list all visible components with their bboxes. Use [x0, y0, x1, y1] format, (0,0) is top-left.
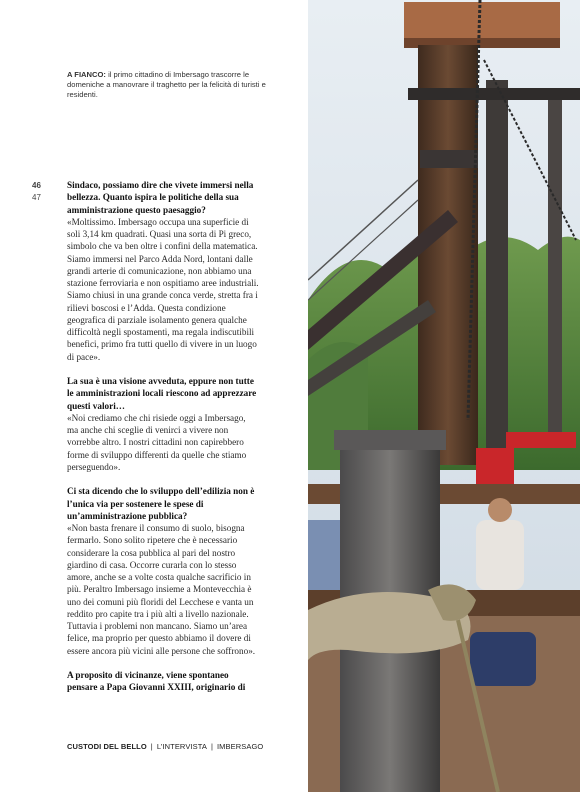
bracket: [420, 150, 478, 168]
answer: «Non basta frenare il consumo di suolo, bisogna fermarlo. Sono solito ripetere che è necessario considerare la cosa pubblica al pari del nostro giardino di casa. Occorre curarla con lo stesso amore, anche se a volte costa qualche sacrificio in più. Peraltro Imbersago insieme a Montevecchia è uno dei comuni più floridi del Lecchese e vanta un reddito pro capite tra i più alti a livello nazionale. Tuttavia i problemi non mancano. Siamo un’area felice, ma proprio per questo abbiamo il dovere di essere ancora più vicini alle persone che soffrono».: [67, 523, 256, 656]
page-footer: [67, 742, 263, 751]
roof: [404, 2, 560, 42]
red-bracket: [506, 432, 576, 448]
qa-block: [67, 485, 259, 657]
crossbeam: [408, 88, 580, 100]
metal-pole-right: [548, 90, 562, 440]
caption-text: il primo cittadino di Imbersago trascorre le domeniche a manovrare il traghetto per la felicità di turisti e residenti.: [67, 70, 266, 99]
footer-section: L’INTERVISTA: [156, 742, 207, 751]
qa-block: [67, 669, 259, 694]
photo-caption: [67, 70, 277, 100]
qa-block: [67, 375, 259, 473]
passenger-left: [308, 520, 342, 590]
question: Ci sta dicendo che lo sviluppo dell’edilizia non è l’unica via per sostenere le spese di un’amministrazione pubblica?: [67, 486, 255, 521]
interview-body: [67, 179, 259, 706]
footer-brand: CUSTODI DEL BELLO: [67, 742, 147, 751]
footer-separator: |: [150, 742, 153, 751]
question: Sindaco, possiamo dire che vivete immersi nella bellezza. Quanto ispira le politiche della sua amministrazione questo paesaggio?: [67, 180, 254, 215]
backpack: [470, 632, 536, 686]
passenger-head: [488, 498, 512, 522]
metal-pole: [486, 80, 508, 460]
qa-block: [67, 179, 259, 363]
question: A proposito di vicinanze, viene spontaneo pensare a Papa Giovanni XXIII, originario di: [67, 670, 246, 693]
page-number-right: 47: [32, 193, 41, 202]
question: La sua è una visione avveduta, eppure non tutte le amministrazioni locali riescono ad apprezzare questi valori…: [67, 376, 257, 411]
footer-separator: |: [210, 742, 213, 751]
page-numbers: [32, 180, 41, 204]
answer: «Moltissimo. Imbersago occupa una superficie di soli 3,14 km quadrati. Quasi una sorta di Pi greco, simbolo che va ben oltre i confini della matematica. Siamo immersi nel Parco Adda Nord, lontani dalle grandi arterie di comunicazione, non abbiamo una stazione ferroviaria e non ospitiamo aree industriali. Siamo chiusi in una grande conca verde, stretta fra i rilievi boscosi e l’Adda. Questa condizione geografica di parziale isolamento genera qualche difficoltà negli spostamenti, ma regala indiscutibili benefici, primo fra tutti quello di vivere in un luogo di pace».: [67, 216, 259, 362]
caption-label: A FIANCO:: [67, 70, 106, 79]
passenger: [476, 520, 524, 590]
footer-place: IMBERSAGO: [217, 742, 264, 751]
page-number-left: 46: [32, 181, 41, 190]
post-cap: [334, 430, 446, 450]
answer: «Noi crediamo che chi risiede oggi a Imbersago, ma anche chi sceglie di venirci a vivere non vorrebbe altro. I nostri cittadini non capirebbero forme di sviluppo differenti da quelle che stiamo perseguendo».: [67, 412, 247, 472]
ferry-photo: [308, 0, 580, 792]
